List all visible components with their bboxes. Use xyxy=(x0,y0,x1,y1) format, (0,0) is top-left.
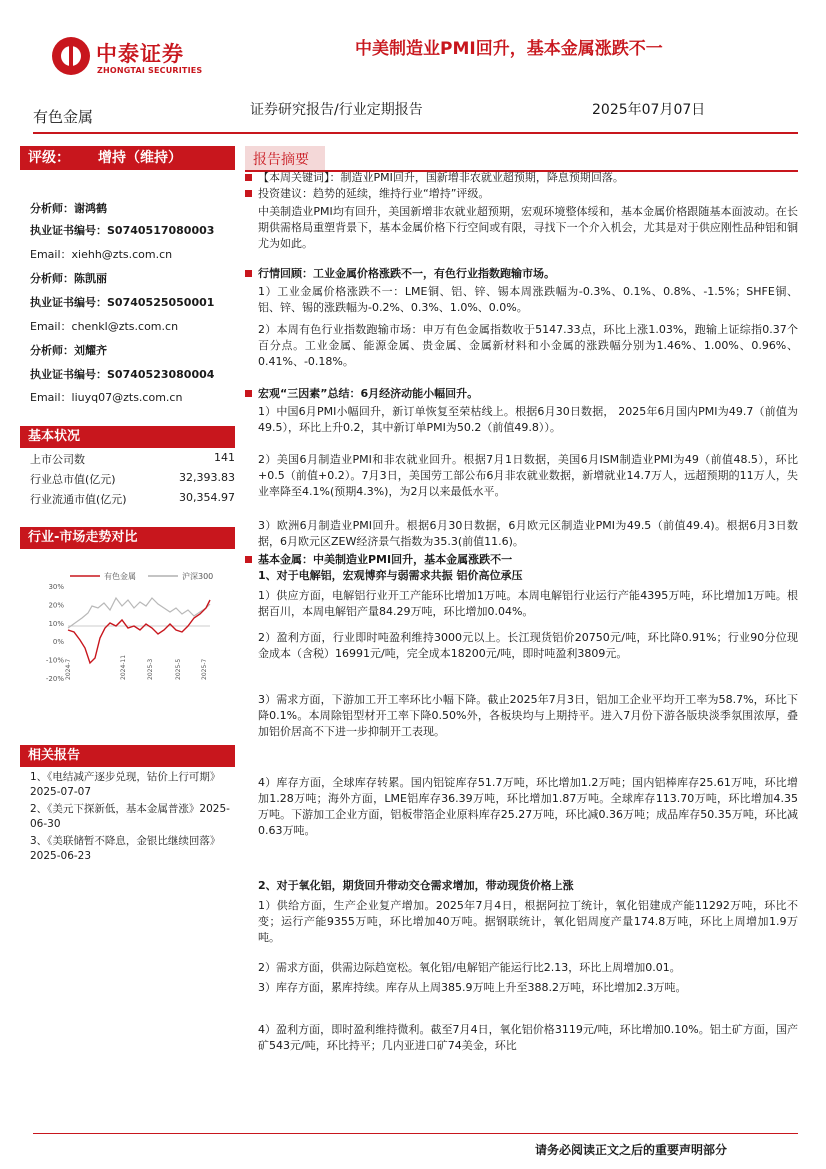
abstract-line: 投资建议：趋势的延续，维持行业“增持”评级。 xyxy=(258,186,798,202)
analyst-label: 分析师： xyxy=(30,272,74,285)
y-tick-label: -10% xyxy=(45,656,64,665)
trend-chart-svg xyxy=(30,568,235,688)
abstract-heading: 报告摘要 xyxy=(253,152,309,168)
header-divider xyxy=(33,132,798,134)
analyst-1-email xyxy=(30,246,172,262)
analyst-name: 陈凯丽 xyxy=(74,272,107,285)
abstract-paragraph: 1）中国6月PMI小幅回升，新订单恢复至荣枯线上。根据6月30日数据， 2025年6月国内PMI为49.7（前值为49.5），环比上升0.2，其中新订单PMI为50.2（前值49.8））。 xyxy=(258,405,798,434)
cert-label: 执业证书编号： xyxy=(30,224,107,237)
analyst-3-cert xyxy=(30,366,214,382)
report-type: 证券研究报告/行业定期报告 xyxy=(250,102,423,118)
x-tick-label: 2024-7 xyxy=(65,658,72,680)
email-link[interactable]: xiehh@zts.com.cn xyxy=(71,248,173,261)
logo-chinese-name: 中泰证券 xyxy=(96,42,184,66)
abstract-paragraph: 中美制造业PMI均有回升，美国新增非农就业超预期，宏观环境整体绥和，基本金属价格跟随基本面波动。在长期供需格局重塑背景下，基本金属价格下行空间或有限，寻找下一个介入机会，尤其是对于供应刚性品种铝和铜尤为如此。 xyxy=(258,205,798,250)
abstract-line: 行情回顾：工业金属价格涨跌不一，有色行业指数跑输市场。 xyxy=(258,266,798,282)
footer-divider xyxy=(33,1133,798,1134)
x-tick-label: 2024-11 xyxy=(120,654,127,680)
related-report-item[interactable]: 2、《美元下探新低，基本金属普涨》2025-06-30 xyxy=(30,803,230,830)
x-axis xyxy=(65,655,208,680)
legend-label-2: 沪深300 xyxy=(182,572,214,581)
abstract-paragraph: 2）需求方面，供需边际趋宽松。氧化铝/电解铝产能运行比2.13，环比上周增加0.01。 xyxy=(258,961,681,974)
x-tick-label: 2025-5 xyxy=(175,658,182,680)
related-reports-title: 相关报告 xyxy=(20,745,235,767)
stat-label: 上市公司数 xyxy=(30,453,85,466)
industry-name: 有色金属 xyxy=(33,108,94,126)
rating-value: 增持（维持） xyxy=(98,150,182,166)
analyst-name: 刘耀齐 xyxy=(74,344,107,357)
analyst-label: 分析师： xyxy=(30,344,74,357)
abstract-paragraph: 4）盈利方面，即时盈利维持微利。截至7月4日，氧化铝价格3119元/吨，环比增加0.10%。铝土矿方面，国产矿543元/吨，环比持平；几内亚进口矿74美金，环比 xyxy=(258,1023,798,1052)
abstract-paragraph: 3）需求方面，下游加工开工率环比小幅下降。截止2025年7月3日，铝加工企业平均开工率为58.7%，环比下降0.1%。本周除铝型材开工率下降0.50%外，各板块均与上期持平。进入7月份下游各版块淡季氛围浓厚，叠加铝价居高不下进一步抑制开工表现。 xyxy=(258,693,798,738)
analyst-name: 谢鸿鹤 xyxy=(74,202,107,215)
x-tick-label: 2025-3 xyxy=(147,658,154,680)
y-tick-label: 20% xyxy=(48,601,64,610)
abstract-paragraph: 3）库存方面，累库持续。库存从上周385.9万吨上升至388.2万吨，环比增加2.3万吨。 xyxy=(258,981,687,994)
cert-label: 执业证书编号： xyxy=(30,296,107,309)
y-tick-label: 10% xyxy=(48,619,64,628)
abstract-paragraph: 3）欧洲6月制造业PMI回升。根据6月30日数据，6月欧元区制造业PMI为49.5（前值49.4)。根据6月3日数据，6月欧元区ZEW经济景气指数为35.3(前值11.6)。 xyxy=(258,519,798,548)
analyst-3-email xyxy=(30,389,182,405)
abstract-paragraph: 2）盈利方面，行业即时吨盈利维持3000元以上。长江现货铝价20750元/吨，环比降0.91%；行业90分位现金成本（含税）16991元/吨，完全成本18200元/吨，即时吨盈利3809元。 xyxy=(258,631,798,660)
abstract-line: 基本金属：中美制造业PMI回升，基本金属涨跌不一 xyxy=(258,552,798,568)
analyst-1-row xyxy=(30,200,107,216)
stat-row xyxy=(30,451,235,467)
abstract-subheading: 2、对于氧化铝，期货回升带动交仓需求增加，带动现货价格上涨 xyxy=(258,879,574,892)
abstract-paragraph: 2）本周有色行业指数跑输市场：申万有色金属指数收于5147.33点，环比上涨1.03%，跑输上证综指0.37个百分点。工业金属、能源金属、贵金属、金属新材料和小金属的涨跌幅分别为1.46%、1.00%、0.96%、0.41%、-0.18%。 xyxy=(258,323,798,368)
stat-row xyxy=(30,471,235,487)
stat-label: 行业总市值(亿元) xyxy=(30,473,116,486)
trend-title: 行业-市场走势对比 xyxy=(20,527,235,549)
legend-label-1: 有色金属 xyxy=(104,572,136,581)
x-tick-label: 2025-7 xyxy=(201,658,208,680)
report-date: 2025年07月07日 xyxy=(592,102,706,118)
abstract-paragraph: 1）供应方面，电解铝行业开工产能环比增加1万吨。本周电解铝行业运行产能4395万吨，环比增加1万吨。根据百川，本周电解铝产量84.29万吨，环比增加0.04%。 xyxy=(258,589,798,618)
email-link[interactable]: liuyq07@zts.com.cn xyxy=(71,391,183,404)
cert-number: S0740525050001 xyxy=(107,296,215,309)
stat-row xyxy=(30,491,235,507)
abstract-header xyxy=(245,146,798,172)
rating-label: 评级： xyxy=(28,150,70,166)
analyst-2-cert xyxy=(30,294,214,310)
analyst-1-cert xyxy=(30,222,214,238)
abstract-subheading: 1、对于电解铝，宏观博弈与弱需求共振 铝价高位承压 xyxy=(258,569,523,582)
footer-disclaimer: 请务必阅读正文之后的重要声明部分 xyxy=(535,1143,728,1157)
report-title: 中美制造业PMI回升，基本金属涨跌不一 xyxy=(355,39,663,59)
cert-number: S0740517080003 xyxy=(107,224,215,237)
analyst-2-row xyxy=(30,270,107,286)
cert-number: S0740523080004 xyxy=(107,368,215,381)
series-nonferrous-line xyxy=(68,600,210,663)
abstract-paragraph: 1）工业金属价格涨跌不一：LME铜、铝、锌、锡本周涨跌幅为-0.3%、0.1%、0.8%、-1.5%；SHFE铜、铝、锌、锡的涨跌幅为-0.2%、0.3%、1.0%、0.0%。 xyxy=(258,285,798,314)
y-tick-label: 0% xyxy=(52,638,64,647)
abstract-paragraph: 1）供给方面，生产企业复产增加。2025年7月4日，根据阿拉丁统计，氧化铝建成产能11292万吨，环比不变；运行产能9355万吨，环比增加40万吨。据钢联统计，氧化铝周度产量174.8万吨，环比上周增加1.9万吨。 xyxy=(258,899,798,944)
analyst-3-row xyxy=(30,342,107,358)
analyst-label: 分析师： xyxy=(30,202,74,215)
y-tick-label: 30% xyxy=(48,583,64,591)
email-label: Email： xyxy=(30,320,72,333)
email-label: Email： xyxy=(30,391,72,404)
trend-chart xyxy=(30,568,235,688)
abstract-paragraph: 2）美国6月制造业PMI和非农就业回升。根据7月1日数据，美国6月ISM制造业PMI为49（前值48.5），环比+0.5（前值+0.2）。7月3日，美国劳工部公布6月非农就业数据，新增就业14.7万人，远超预期的11万人，失业率降至4.1%(预期4.3%)，为2月以来最低水平。 xyxy=(258,453,798,498)
abstract-paragraph: 4）库存方面，全球库存转累。国内铝锭库存51.7万吨，环比增加1.2万吨；国内铝棒库存25.61万吨，环比增加1.28万吨；海外方面，LME铝库存36.39万吨，环比增加1.87万吨。全球库存113.70万吨，环比增加4.35万吨。下游加工企业方面，铝板带箔企业原料库存25.27万吨，环比减0.36万吨；成品库存50.35万吨，环比减0.63万吨。 xyxy=(258,776,798,837)
rating-bar xyxy=(20,146,235,170)
related-report-item[interactable]: 3、《美联储暂不降息，金银比继续回落》2025-06-23 xyxy=(30,835,221,862)
email-link[interactable]: chenkl@zts.com.cn xyxy=(71,320,179,333)
cert-label: 执业证书编号： xyxy=(30,368,107,381)
abstract-line: 【本周关键词】：制造业PMI回升，国新增非农就业超预期，降息预期回落。 xyxy=(258,170,798,186)
series-hs300-line xyxy=(68,598,210,628)
y-axis xyxy=(46,583,64,683)
analyst-2-email xyxy=(30,318,178,334)
related-report-item[interactable]: 1、《电结减产逐步兑现，钴价上行可期》2025-07-07 xyxy=(30,771,221,798)
stat-value: 32,393.83 xyxy=(179,471,235,484)
basic-info-title: 基本状况 xyxy=(20,426,235,448)
email-label: Email： xyxy=(30,248,72,261)
y-tick-label: -20% xyxy=(45,675,64,683)
stat-value: 141 xyxy=(214,451,235,464)
abstract-line: 宏观“三因素”总结：6月经济动能小幅回升。 xyxy=(258,386,798,402)
company-logo xyxy=(52,37,90,75)
logo-english-name: ZHONGTAI SECURITIES xyxy=(97,66,203,75)
stat-label: 行业流通市值(亿元) xyxy=(30,493,127,506)
stat-value: 30,354.97 xyxy=(179,491,235,504)
